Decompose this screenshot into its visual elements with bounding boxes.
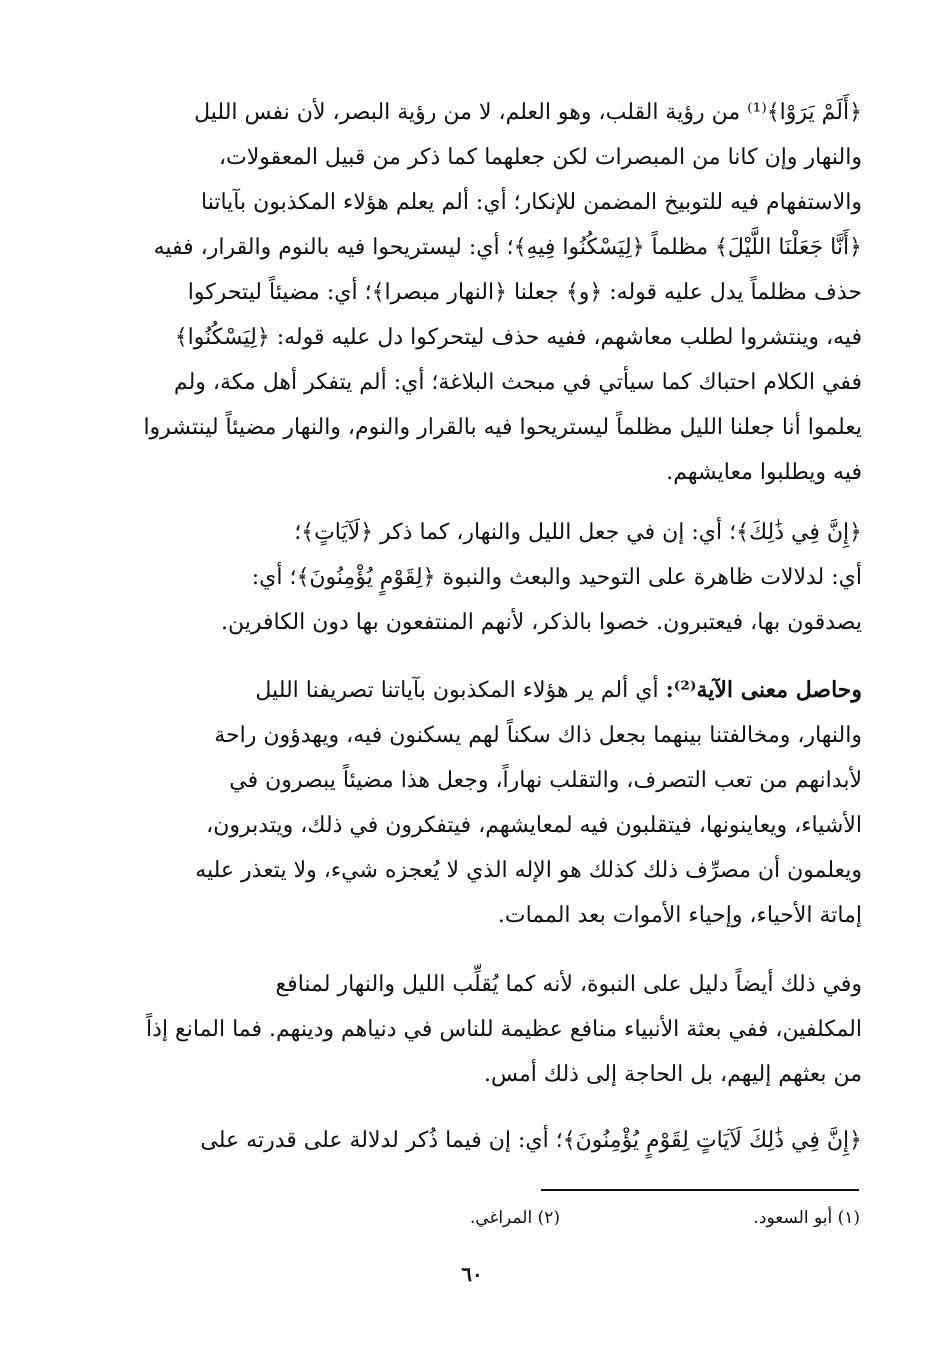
text-line: ويعلمون أن مصرِّف ذلك كذلك هو الإله الذي لا يُعجزه شيء، ولا يتعذر عليه	[195, 858, 862, 883]
text-line: يعلموا أنا جعلنا الليل مظلماً ليستريحوا فيه بالقرار والنوم، والنهار مضيئاً لينتشروا	[143, 415, 862, 440]
footnote-1: (١) أبو السعود.	[753, 1208, 860, 1228]
text-line: حذف مظلماً يدل عليه قوله: ﴿و﴾ جعلنا ﴿النهار مبصرا﴾؛ أي: مضيئاً ليتحركوا	[187, 280, 862, 305]
footnote-2: (٢) المراغي.	[469, 1208, 560, 1228]
text-line: فيه ويطلبوا معايشهم.	[666, 460, 862, 485]
footnote-divider	[541, 1189, 859, 1191]
text-line: ﴿إِنَّ فِي ذَٰلِكَ﴾؛ أي: إن في جعل الليل والنهار، كما ذكر ﴿لَآيَاتٍ﴾؛	[294, 520, 862, 545]
text-line: من بعثهم إليهم، بل الحاجة إلى ذلك أمس.	[483, 1062, 862, 1087]
footnotes	[300, 1208, 860, 1238]
heading-lead: وحاصل معنى الآية⁽²⁾:	[665, 677, 862, 703]
text-line: المكلفين، ففي بعثة الأنبياء منافع عظيمة للناس في دنياهم ودينهم. فما المانع إذاً	[146, 1017, 862, 1042]
paragraph-4	[88, 962, 862, 1097]
text-line: والاستفهام فيه للتوبيخ المضمن للإنكار؛ أي: ألم يعلم هؤلاء المكذبون بآياتنا	[201, 190, 862, 215]
text-line: إماتة الأحياء، وإحياء الأموات بعد الممات.	[497, 903, 862, 928]
text-line: الأشياء، ويعاينونها، فيتقلبون فيه لمعايشهم، فيتفكرون في ذلك، ويتدبرون،	[206, 813, 862, 838]
paragraph-2	[88, 510, 862, 645]
text-line: والنهار، ومخالفتنا بينهما بجعل ذاك سكناً لهم يسكنون فيه، ويهدؤون راحة	[214, 723, 862, 748]
text-line: والنهار وإن كانا من المبصرات لكن جعلهما كما ذكر من قبيل المعقولات،	[218, 145, 862, 170]
text-line: لأبدانهم من تعب التصرف، والتقلب نهاراً، وجعل هذا مضيئاً يبصرون في	[229, 768, 862, 793]
page-number: ٦٠	[461, 1262, 483, 1286]
paragraph-5	[88, 1118, 862, 1163]
text-line: أي: لدلالات ظاهرة على التوحيد والبعث والنبوة ﴿لِقَوْمٍ يُؤْمِنُونَ﴾؛ أي:	[251, 565, 862, 590]
text-run: أي ألم ير هؤلاء المكذبون بآياتنا تصريفنا الليل	[255, 678, 666, 703]
text-line	[88, 668, 862, 713]
text-line: ففي الكلام احتباك كما سيأتي في مبحث البلاغة؛ أي: ألم يتفكر أهل مكة، ولم	[173, 370, 862, 395]
text-line: يصدقون بها، فيعتبرون. خصوا بالذكر، لأنهم المنتفعون بها دون الكافرين.	[221, 610, 862, 635]
paragraph-3	[88, 668, 862, 938]
text-line: ﴿إِنَّ فِي ذَٰلِكَ لَآيَاتٍ لِقَوْمٍ يُؤْمِنُونَ﴾؛ أي: إن فيما ذُكر لدلالة على قدرته على	[200, 1128, 862, 1153]
text-line: وفي ذلك أيضاً دليل على النبوة، لأنه كما يُقلِّب الليل والنهار لمنافع	[275, 972, 862, 997]
text-line: ﴿أَلَمْ يَرَوْا﴾⁽¹⁾ من رؤية القلب، وهو العلم، لا من رؤية البصر، لأن نفس الليل	[194, 100, 862, 125]
paragraph-1	[88, 90, 862, 495]
text-line: فيه، وينتشروا لطلب معاشهم، ففيه حذف ليتحركوا دل عليه قوله: ﴿لِيَسْكُنُوا﴾	[174, 325, 862, 350]
text-line: ﴿أَنَّا جَعَلْنَا اللَّيْلَ﴾ مظلماً ﴿لِيَسْكُنُوا فِيهِ﴾؛ أي: ليستريحوا فيه بالنوم والقرار، ففيه	[153, 235, 862, 260]
